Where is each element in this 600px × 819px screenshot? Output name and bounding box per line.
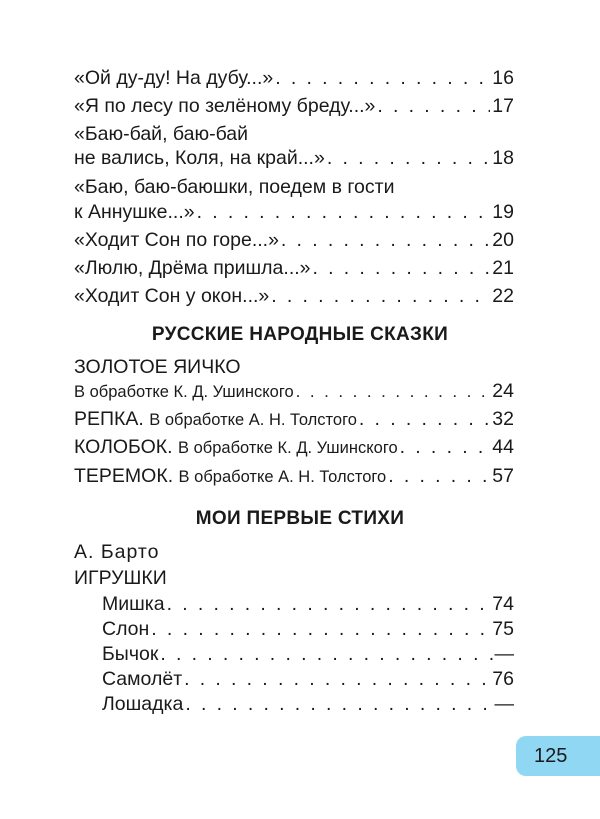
- toc-entry[interactable]: [74, 200, 514, 224]
- entry-subtitle: В обработке К. Д. Ушинского: [178, 439, 398, 457]
- entry-page: 24: [492, 380, 514, 402]
- leader-dots: [160, 642, 492, 666]
- leader-dots: [271, 284, 490, 308]
- entry-page: —: [494, 693, 514, 715]
- leader-dots: [377, 94, 490, 118]
- leader-dots: [388, 464, 490, 488]
- toc-entry[interactable]: [74, 435, 514, 460]
- toc-entry[interactable]: [102, 592, 514, 616]
- entry-title: Лошадка: [102, 693, 184, 715]
- entry-title: Слон: [102, 618, 150, 640]
- toc-entry[interactable]: [74, 66, 514, 90]
- toc-entry[interactable]: [74, 379, 514, 404]
- entry-title-line1: «Баю-бай, баю-бай: [74, 123, 249, 145]
- author-name: А. Барто: [74, 541, 160, 563]
- toc-entry[interactable]: [102, 642, 514, 666]
- leader-dots: [359, 407, 490, 431]
- entry-title: «Я по лесу по зелёному бреду...»: [74, 95, 376, 117]
- section-heading-first-poems: МОИ ПЕРВЫЕ СТИХИ: [195, 508, 405, 529]
- toc-entry[interactable]: [74, 284, 514, 308]
- entry-title: не вались, Коля, на край...»: [74, 147, 325, 169]
- entry-title-line1: ЗОЛОТОЕ ЯИЧКО: [74, 356, 241, 378]
- entry-page: 18: [492, 147, 514, 169]
- entry-page: 32: [492, 408, 514, 430]
- cycle-title: ИГРУШКИ: [74, 567, 167, 589]
- entry-title-main: КОЛОБОК.: [74, 436, 173, 458]
- entry-page: 76: [492, 668, 514, 690]
- leader-dots: [151, 617, 490, 641]
- entry-title: «Ой ду-ду! На дубу...»: [74, 67, 274, 89]
- entry-title: к Аннушке...»: [74, 201, 195, 223]
- entry-subtitle: В обработке А. Н. Толстого: [149, 411, 357, 429]
- entry-title: [74, 435, 398, 460]
- entry-page: —: [494, 643, 514, 665]
- entry-title: Самолёт: [102, 668, 183, 690]
- entry-page: 17: [492, 95, 514, 117]
- leader-dots: [296, 380, 491, 404]
- leader-dots: [327, 146, 490, 170]
- leader-dots: [313, 256, 491, 280]
- entry-title: [74, 464, 386, 489]
- entry-title: Бычок: [102, 643, 159, 665]
- entry-page: 57: [492, 465, 514, 487]
- entry-title: «Ходит Сон по горе...»: [74, 229, 279, 251]
- entry-title: Мишка: [102, 593, 165, 615]
- page-number-tab: [516, 736, 600, 776]
- toc-entry[interactable]: [102, 667, 514, 691]
- page-number: 125: [534, 744, 568, 767]
- entry-subtitle: В обработке К. Д. Ушинского: [74, 383, 294, 401]
- toc-entry[interactable]: [74, 407, 514, 432]
- entry-title: [74, 407, 357, 432]
- toc-entry[interactable]: [74, 256, 514, 280]
- toc-entry[interactable]: [74, 94, 514, 118]
- entry-subtitle: В обработке А. Н. Толстого: [178, 468, 387, 486]
- entry-title: «Люлю, Дрёма пришла...»: [74, 257, 311, 279]
- entry-title-main: ТЕРЕМОК.: [74, 465, 174, 487]
- toc-entry[interactable]: [102, 617, 514, 641]
- entry-title: «Ходит Сон у окон...»: [74, 285, 270, 307]
- entry-title-line1: «Баю, баю-баюшки, поедем в гости: [74, 176, 395, 198]
- entry-page: 21: [492, 257, 514, 279]
- entry-page: 16: [492, 67, 514, 89]
- leader-dots: [400, 435, 491, 459]
- entry-page: 75: [492, 618, 514, 640]
- toc-entry[interactable]: [74, 464, 514, 489]
- entry-title-main: РЕПКА.: [74, 408, 144, 430]
- entry-page: 22: [492, 285, 514, 307]
- entry-page: 44: [492, 436, 514, 458]
- leader-dots: [184, 667, 490, 691]
- section-heading-folk-tales: РУССКИЕ НАРОДНЫЕ СКАЗКИ: [151, 324, 449, 345]
- toc-entry[interactable]: [74, 146, 514, 170]
- entry-page: 19: [492, 201, 514, 223]
- leader-dots: [167, 592, 491, 616]
- leader-dots: [281, 228, 490, 252]
- entry-page: 20: [492, 229, 514, 251]
- toc-entry[interactable]: [74, 228, 514, 252]
- entry-page: 74: [492, 593, 514, 615]
- leader-dots: [197, 200, 491, 224]
- leader-dots: [185, 692, 492, 716]
- leader-dots: [275, 66, 490, 90]
- toc-entry[interactable]: [102, 692, 514, 716]
